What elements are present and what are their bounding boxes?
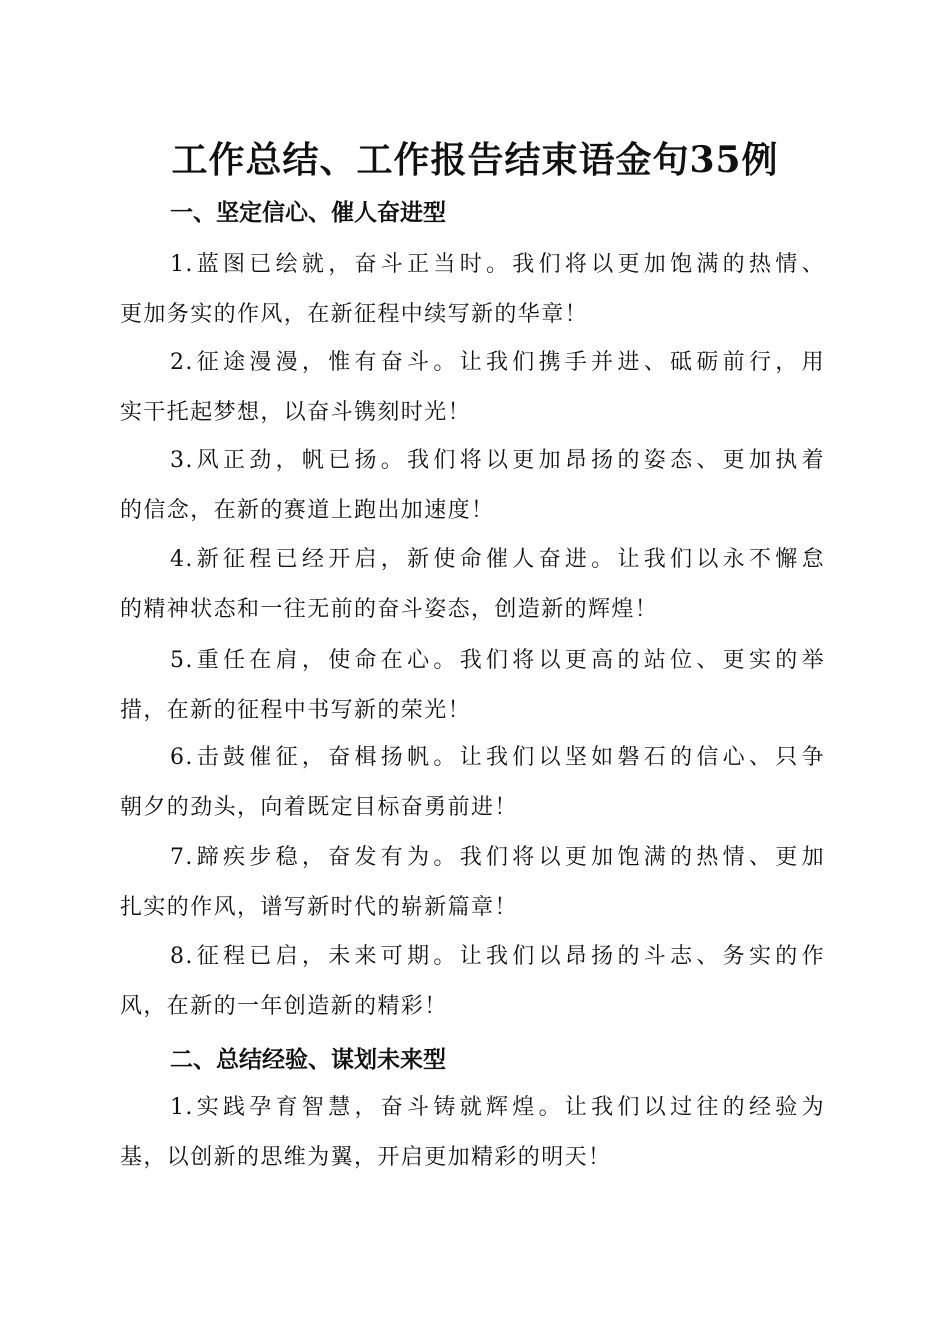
paragraph-line: 3.风正劲，帆已扬。我们将以更加昂扬的姿态、更加执着 [170,448,825,473]
paragraph-item [120,338,825,438]
paragraph-line: 风，在新的一年创造新的精彩！ [120,994,448,1019]
paragraph-item [120,535,825,635]
paragraph-line: 7.蹄疾步稳，奋发有为。我们将以更加饱满的热情、更加 [170,845,825,870]
paragraph-item [120,636,825,736]
paragraph-line: 更加务实的作风，在新征程中续写新的华章！ [120,302,589,327]
paragraph-item [120,733,825,833]
paragraph-line: 基，以创新的思维为翼，开启更加精彩的明天！ [120,1145,612,1170]
paragraph-line: 实干托起梦想，以奋斗镌刻时光！ [120,400,472,425]
paragraph-item [120,1083,825,1183]
paragraph-line: 的信念，在新的赛道上跑出加速度！ [120,498,495,523]
paragraph-line: 扎实的作风，谱写新时代的崭新篇章！ [120,895,518,920]
paragraph-line: 1.蓝图已绘就，奋斗正当时。我们将以更加饱满的热情、 [170,252,825,277]
paragraph-item [120,833,825,933]
paragraph-item [120,436,825,536]
paragraph-line: 8.征程已启，未来可期。让我们以昂扬的斗志、务实的作 [170,944,825,969]
document-title: 工作总结、工作报告结束语金句35例 [171,139,779,181]
paragraph-line: 1.实践孕育智慧，奋斗铸就辉煌。让我们以过往的经验为 [170,1095,825,1120]
section-heading-1: 一、坚定信心、催人奋进型 [170,200,446,226]
paragraph-line: 4.新征程已经开启，新使命催人奋进。让我们以永不懈怠 [170,547,825,572]
paragraph-item [120,240,825,340]
section-heading-2: 二、总结经验、谋划未来型 [170,1047,446,1073]
paragraph-line: 朝夕的劲头，向着既定目标奋勇前进！ [120,795,518,820]
paragraph-line: 6.击鼓催征，奋楫扬帆。让我们以坚如磐石的信心、只争 [170,745,825,770]
paragraph-line: 措，在新的征程中书写新的荣光！ [120,698,472,723]
paragraph-line: 的精神状态和一往无前的奋斗姿态，创造新的辉煌！ [120,597,659,622]
paragraph-line: 2.征途漫漫，惟有奋斗。让我们携手并进、砥砺前行，用 [170,350,825,375]
paragraph-line: 5.重任在肩，使命在心。我们将以更高的站位、更实的举 [170,648,825,673]
paragraph-item [120,932,825,1032]
